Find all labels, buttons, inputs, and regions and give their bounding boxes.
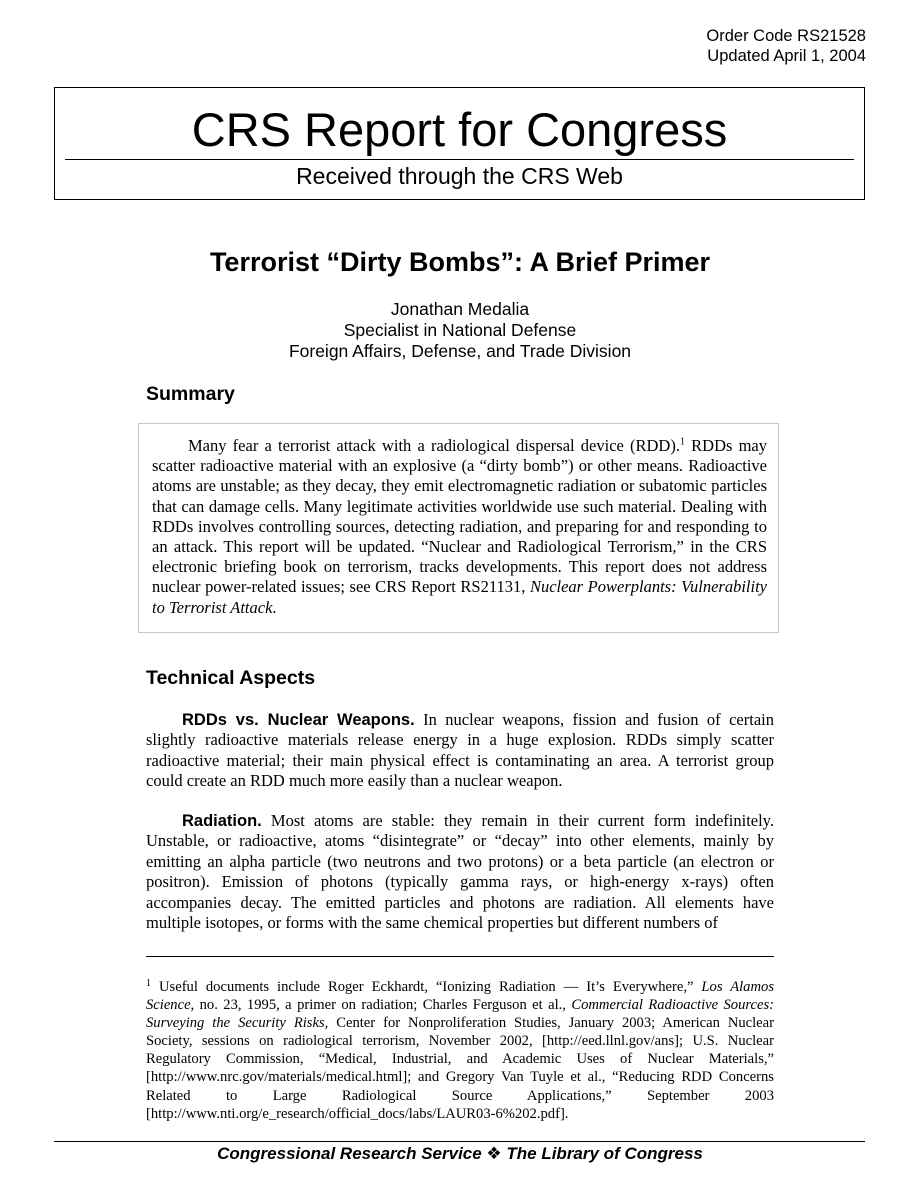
- banner-subtitle: Received through the CRS Web: [296, 163, 623, 189]
- banner-title: CRS Report for Congress: [191, 103, 728, 156]
- cited-report-title: Nuclear Powerplants: Vulnerability to Terrorist Attack: [152, 577, 767, 617]
- rdd-vs-nuclear-paragraph: [146, 710, 774, 792]
- footnote-marker: 1: [679, 436, 685, 448]
- author-role: Specialist in National Defense: [343, 320, 577, 340]
- footnote-text-1: Useful documents include Roger Eckhardt, “Ionizing Radiation — It’s Everywhere,”: [159, 979, 702, 995]
- summary-text-body: RDDs may scatter radioactive material with an explosive (a “dirty bomb”) or other means. Radioactive atoms are unstable; as they decay, they emit electromagnetic radiation or subatomic particles that can damage cells. Many legitimate activities worldwide use such material. Dealing with RDDs involves controlling sources, detecting radiation, and preparing for and responding to an attack. This report will be updated. “Nuclear and Radiological Terrorism,” in the CRS electronic briefing book on terrorism, tracks developments. This report does not address nuclear power-related issues; see CRS Report RS21131,: [152, 436, 767, 597]
- radiation-lead: Radiation.: [182, 812, 262, 830]
- summary-box: [138, 423, 779, 633]
- footnote-text-3: Center for Nonproliferation Studies, January 2003; American Nuclear Society, sessions on radiological terrorism, November 2002, [http://eed.llnl.gov/ans]; U.S. Nuclear Regulatory Commission, “Medical, Industrial, and Academic Uses of Nuclear Materials,” [http://www.nrc.gov/materials/medical.html]; and Gregory Van Tuyle et al., “Reducing RDD Concerns Related to Large Radiological Source Applications,” September 2003 [http://www.nti.org/e_research/official_docs/labs/LAUR03-6%202.pdf].: [146, 1015, 775, 1122]
- rdd-vs-nuclear-lead: RDDs vs. Nuclear Weapons.: [182, 711, 415, 729]
- footnote-number: 1: [146, 978, 151, 989]
- summary-text: [152, 436, 767, 618]
- updated-date: Updated April 1, 2004: [707, 47, 866, 65]
- summary-text-end: .: [272, 597, 277, 617]
- report-banner: [54, 87, 865, 200]
- footnote: [146, 975, 774, 1123]
- radiation-text: Most atoms are stable: they remain in their current form indefinitely. Unstable, or radioactive, atoms “disintegrate” or “decay” into other elements, mainly by emitting an alpha particle (two neutrons and two protons) or a beta particle (an electron or positron). Emission of photons (typically gamma rays, or high-energy x-rays) often accompanies decay. The emitted particles and photons are radiation. All elements have multiple isotopes, or forms with the same chemical properties but different numbers of: [146, 811, 774, 933]
- order-code-block: [706, 26, 866, 66]
- summary-heading: Summary: [146, 383, 235, 405]
- footnote-text-2: no. 23, 1995, a primer on radiation; Charles Ferguson et al.,: [194, 997, 572, 1014]
- document-title: Terrorist “Dirty Bombs”: A Brief Primer: [209, 247, 711, 277]
- radiation-paragraph: [146, 811, 774, 933]
- technical-aspects-heading: Technical Aspects: [146, 667, 316, 689]
- footnote-italic-1: Los Alamos Science,: [146, 979, 774, 1014]
- banner-divider: [65, 159, 854, 160]
- author-block: [0, 299, 920, 362]
- footer-text: Congressional Research Service ❖ The Library of Congress: [217, 1144, 703, 1163]
- footnote-divider: [146, 956, 774, 957]
- order-code: Order Code RS21528: [706, 27, 866, 45]
- footnote-italic-2: Commercial Radioactive Sources: Surveying the Security Risks,: [146, 997, 775, 1032]
- footer-divider: [54, 1141, 865, 1142]
- author-division: Foreign Affairs, Defense, and Trade Division: [288, 341, 632, 361]
- rdd-vs-nuclear-text: In nuclear weapons, fission and fusion of certain slightly radioactive materials release energy in a huge explosion. RDDs simply scatter radioactive material; their main physical effect is contaminating an area. A terrorist group could create an RDD much more easily than a nuclear weapon.: [146, 710, 774, 791]
- summary-text-start: Many fear a terrorist attack with a radiological dispersal device (RDD).: [188, 436, 680, 455]
- author-name: Jonathan Medalia: [390, 299, 530, 319]
